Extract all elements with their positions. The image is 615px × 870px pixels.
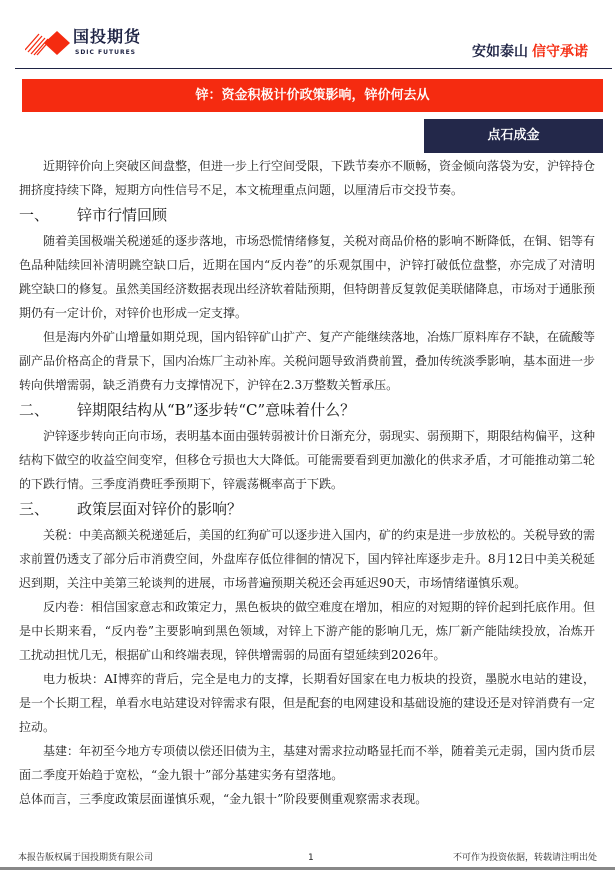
section-number: 一、 [19,206,50,224]
logo-text: 国投期货 [73,27,142,46]
paragraph: 电力板块：AI博弈的背后，完全是电力的支撑，长期看好国家在电力板块的投资，墨脱水电站的建设，是一个长期工程，单看水电站建设对锌需求有限，但是配套的电网建设和基础设施的建设还是对锌消费有一定拉动。 [19,672,596,734]
logo-mark-icon [25,28,71,56]
copyright-note: 本报告版权属于国投期货有限公司 [18,853,154,863]
report-body [19,154,595,811]
paragraph: 反内卷：相信国家意志和政策定力，黑色板块的做空难度在增加，相应的对短期的锌价起到托底作用。但是中长期来看，“反内卷”主要影响到黑色领域，对锌上下游产能的影响几无，炼厂新产能陆续投放，冶炼开工扰动担忧几无，根据矿山和终端表现，锌供增需弱的局面有望延续到2026年。 [19,600,596,662]
section-heading [19,397,595,424]
paragraph: 基建：年初至今地方专项债以偿还旧债为主，基建对需求拉动略显托而不举，随着美元走弱，国内货币层面二季度开始趋于宽松，“金九银十”部分基建实务有望落地。 [19,744,596,782]
slogan [472,43,588,61]
intro-paragraph: 近期锌价向上突破区间盘整，但进一步上行空间受限，下跌节奏亦不顺畅，资金倾向落袋为安，沪锌持仓拥挤度持续下降，短期方向性信号不足，本文梳理重点问题，以厘清后市交投节奏。 [19,159,596,197]
paragraph: 沪锌逐步转向正向市场，表明基本面由强转弱被计价日渐充分，弱现实、弱预期下，期限结构偏平，这种结构下做空的收益空间变窄，但移仓亏损也大大降低。可能需要看到更加激化的供求矛盾，才可能推动第二轮的下跌行情。三季度消费旺季预期下，锌震荡概率高于下跌。 [19,429,596,491]
section-number: 二、 [19,401,50,419]
page-footer [18,852,597,864]
paragraph: 但是海内外矿山增量如期兑现，国内铅锌矿山扩产、复产产能继续落地，冶炼厂原料库存不缺，在硫酸等副产品价格高企的背景下，国内冶炼厂主动补库。关税问题导致消费前置，叠加传统淡季影响，基本面进一步转向供增需弱，缺乏消费有力支撑情况下，沪锌在2.3万整数关暂承压。 [19,330,596,392]
section-title: 政策层面对锌价的影响？ [77,500,243,518]
slogan-part-2: 信守承诺 [532,44,588,60]
section-heading [19,496,595,523]
company-logo [25,28,155,58]
logo-subtext: SDIC FUTURES [75,49,137,56]
report-title: 锌：资金积极计价政策影响，锌价何去从 [22,79,603,112]
section-number: 三、 [19,500,50,518]
disclaimer-note: 不可作为投资依据，转载请注明出处 [452,853,597,863]
section-title: 锌市行情回顾 [77,206,168,224]
conclusion-paragraph: 总体而言，三季度政策层面谨慎乐观，“金九银十”阶段要侧重观察需求表现。 [19,792,428,806]
section-title: 锌期限结构从“B”逐步转“C”意味着什么？ [77,401,356,419]
slogan-part-1: 安如泰山 [472,44,528,60]
column-tag: 点石成金 [424,119,603,153]
paragraph: 关税：中美高额关税递延后，美国的红狗矿可以逐步进入国内，矿的约束是进一步放松的。关税导致的需求前置仍透支了部分后市消费空间，外盘库存低位徘徊的情况下，国内锌社库逐步走升。8月12日中美关税延迟到期，关注中美第三轮谈判的进展，市场普遍预期关税还会再延迟90天，市场情绪谨慎乐观。 [19,528,596,590]
section-heading [19,202,595,229]
page-number: 1 [308,853,314,863]
header-divider [15,68,612,69]
paragraph: 随着美国极端关税递延的逐步落地，市场恐慌情绪修复，关税对商品价格的影响不断降低，在铜、铝等有色品种陆续回补清明跳空缺口后，近期在国内“反内卷”的乐观氛围中，沪锌打破低位盘整，亦完成了对清明跳空缺口的修复。虽然美国经济数据表现出经济软着陆预期，但特朗普反复敦促美联储降息，市场对于通胀预期仍有一定计价，对锌价也形成一定支撑。 [19,234,596,320]
